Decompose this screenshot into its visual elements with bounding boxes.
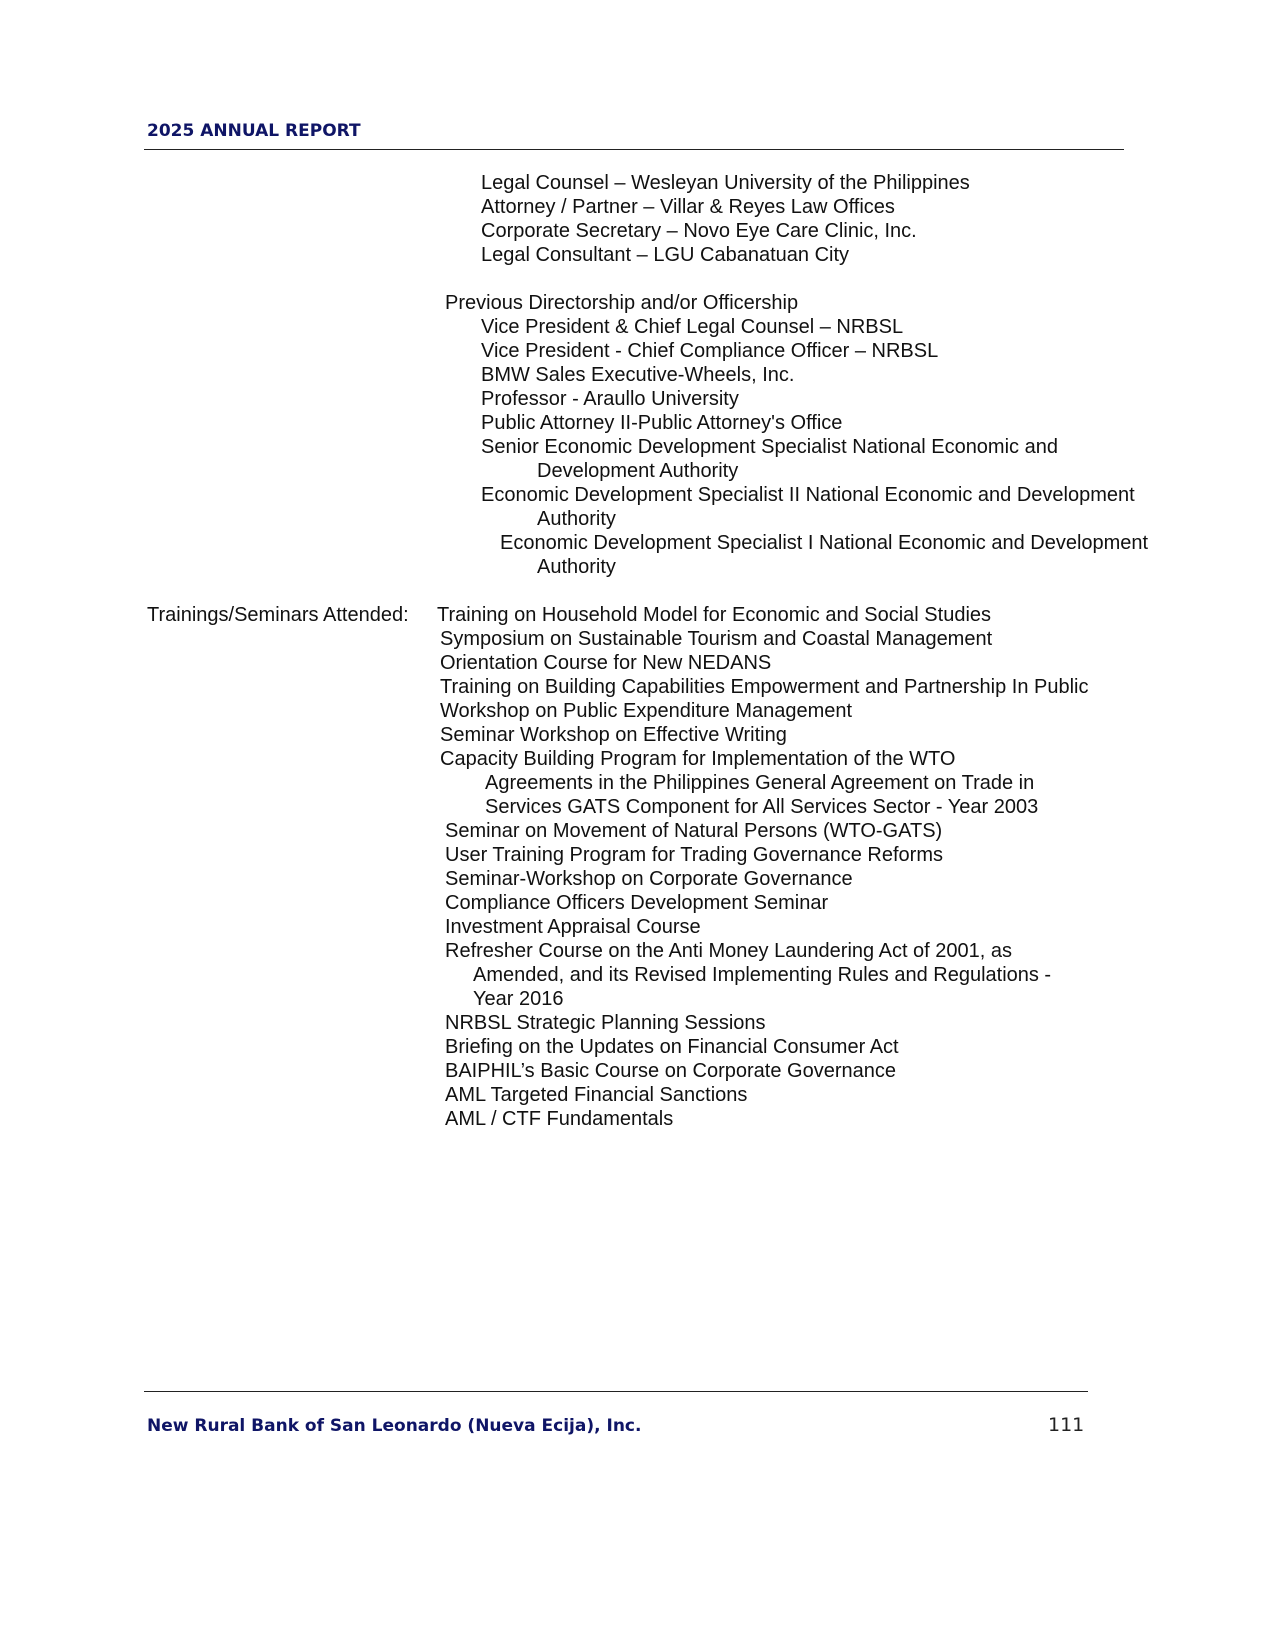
previous-position-continuation: Development Authority (537, 460, 739, 482)
training-item: Investment Appraisal Course (445, 916, 701, 938)
current-position-item: Legal Counsel – Wesleyan University of the Philippines (481, 172, 970, 194)
header-divider (144, 149, 1124, 150)
previous-position-item: Economic Development Specialist II National Economic and Development (481, 484, 1135, 506)
report-header-title: 2025 ANNUAL REPORT (147, 121, 361, 141)
training-item: NRBSL Strategic Planning Sessions (445, 1012, 766, 1034)
training-item: Capacity Building Program for Implementation of the WTO (440, 748, 956, 770)
previous-directorship-heading: Previous Directorship and/or Officership (445, 292, 799, 314)
training-item: Briefing on the Updates on Financial Consumer Act (445, 1036, 899, 1058)
footer-bank-name: New Rural Bank of San Leonardo (Nueva Ecija), Inc. (147, 1416, 642, 1436)
training-item-continuation: Amended, and its Revised Implementing Rules and Regulations - (473, 964, 1052, 986)
current-position-item: Corporate Secretary – Novo Eye Care Clinic, Inc. (481, 220, 917, 242)
training-item: AML / CTF Fundamentals (445, 1108, 674, 1130)
training-item-continuation: Year 2016 (473, 988, 564, 1010)
training-item-continuation: Agreements in the Philippines General Agreement on Trade in (485, 772, 1035, 794)
page-number: 111 (1048, 1414, 1085, 1436)
training-item: BAIPHIL’s Basic Course on Corporate Governance (445, 1060, 896, 1082)
previous-position-item: BMW Sales Executive-Wheels, Inc. (481, 364, 795, 386)
training-item: AML Targeted Financial Sanctions (445, 1084, 748, 1106)
current-position-item: Attorney / Partner – Villar & Reyes Law Offices (481, 196, 895, 218)
trainings-label: Trainings/Seminars Attended: (147, 604, 409, 626)
training-item-continuation: Services GATS Component for All Services Sector - Year 2003 (485, 796, 1039, 818)
training-item: Training on Household Model for Economic and Social Studies (437, 604, 992, 626)
previous-position-item: Professor - Araullo University (481, 388, 739, 410)
previous-position-item: Vice President & Chief Legal Counsel – NRBSL (481, 316, 904, 338)
training-item: Orientation Course for New NEDANS (440, 652, 772, 674)
training-item: Seminar-Workshop on Corporate Governance (445, 868, 853, 890)
training-item: Seminar on Movement of Natural Persons (WTO-GATS) (445, 820, 943, 842)
training-item: Refresher Course on the Anti Money Laundering Act of 2001, as (445, 940, 1013, 962)
training-item: Seminar Workshop on Effective Writing (440, 724, 787, 746)
previous-position-item: Economic Development Specialist I National Economic and Development (500, 532, 1149, 554)
previous-position-continuation: Authority (537, 508, 616, 530)
training-item: Workshop on Public Expenditure Management (440, 700, 853, 722)
footer-divider (144, 1391, 1088, 1392)
training-item: Compliance Officers Development Seminar (445, 892, 829, 914)
current-position-item: Legal Consultant – LGU Cabanatuan City (481, 244, 850, 266)
training-item: User Training Program for Trading Governance Reforms (445, 844, 943, 866)
previous-position-item: Public Attorney II-Public Attorney's Office (481, 412, 843, 434)
training-item: Training on Building Capabilities Empowerment and Partnership In Public (440, 676, 1089, 698)
training-item: Symposium on Sustainable Tourism and Coastal Management (440, 628, 993, 650)
previous-position-continuation: Authority (537, 556, 616, 578)
previous-position-item: Vice President - Chief Compliance Officer – NRBSL (481, 340, 939, 362)
previous-position-item: Senior Economic Development Specialist National Economic and (481, 436, 1058, 458)
